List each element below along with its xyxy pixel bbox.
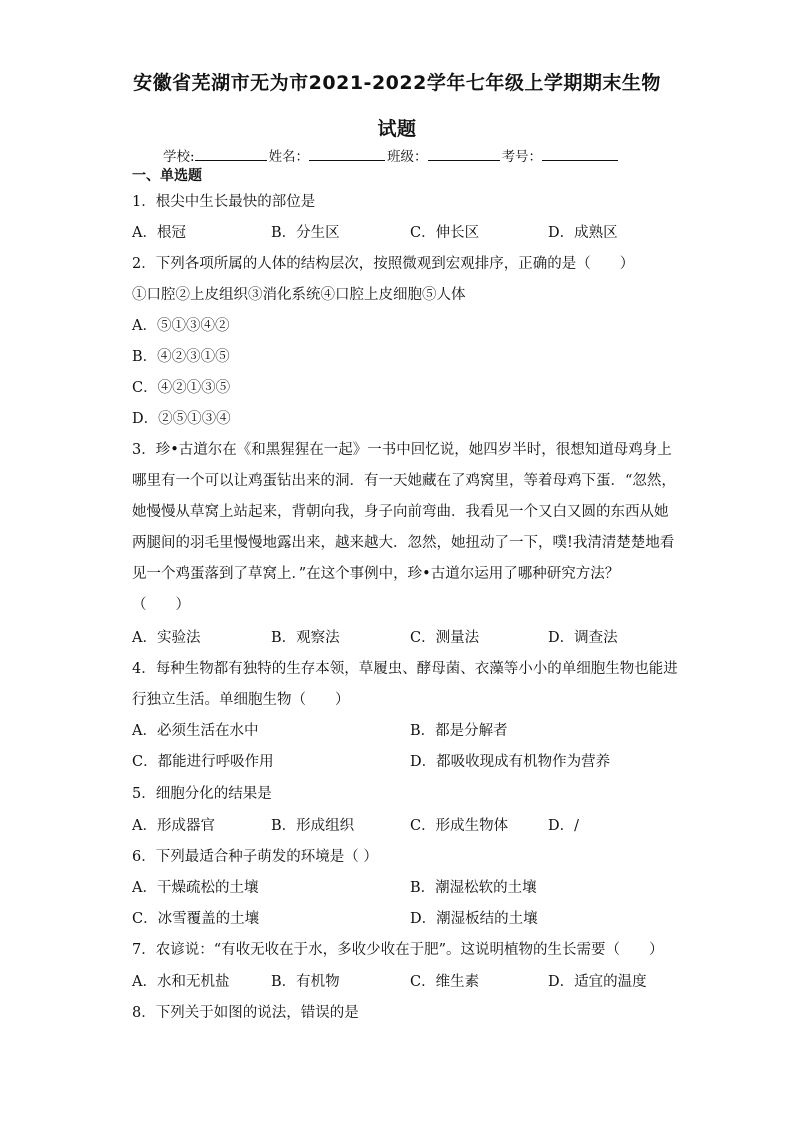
q5-option-b: B．形成组织: [271, 818, 355, 834]
q4-option-a: A．必须生活在水中: [132, 723, 259, 739]
question-3-line5: 见一个鸡蛋落到了草窝上．”在这个事例中，珍•古道尔运用了哪种研究方法？: [132, 566, 620, 582]
name-label: 姓名：: [268, 149, 310, 165]
question-4-line2: 行独立生活。单细胞生物（ ）: [132, 692, 350, 708]
q1-option-b: B．分生区: [271, 225, 340, 241]
q5-option-c: C．形成生物体: [410, 818, 509, 834]
question-3-line2: 哪里有一个可以让鸡蛋钻出来的洞．有一天她藏在了鸡窝里，等着母鸡下蛋．“忽然，: [132, 473, 676, 489]
q1-option-d: D．成熟区: [548, 225, 618, 241]
question-7-stem: 7．农谚说：“有收无收在于水，多收少收在于肥”。这说明植物的生长需要（ ）: [132, 942, 664, 958]
class-label: 班级：: [387, 149, 428, 165]
q5-option-d: D．/: [548, 818, 580, 834]
q7-option-b: B．有机物: [271, 974, 340, 990]
q6-option-b: B．潮湿松软的土壤: [410, 880, 537, 896]
q6-option-c: C．冰雪覆盖的土壤: [132, 911, 260, 927]
q2-option-c: C．④②①③⑤: [132, 380, 231, 396]
q7-option-d: D．适宜的温度: [548, 974, 647, 990]
q4-option-b: B．都是分解者: [410, 723, 508, 739]
q2-option-b: B．④②③①⑤: [132, 349, 230, 365]
exam-title-line2: 试题: [377, 118, 417, 140]
q7-option-a: A．水和无机盐: [132, 974, 230, 990]
q4-option-d: D．都吸收现成有机物作为营养: [410, 754, 611, 770]
q2-option-d: D．②⑤①③④: [132, 411, 231, 427]
section-heading: 一、单选题: [132, 168, 202, 184]
q5-option-a: A．形成器官: [132, 818, 215, 834]
question-4-line1: 4．每种生物都有独特的生存本领，草履虫、酵母菌、衣藻等小小的单细胞生物也能进: [132, 661, 678, 677]
q3-option-d: D．调查法: [548, 630, 618, 646]
q3-option-a: A．实验法: [132, 630, 201, 646]
q1-option-c: C．伸长区: [410, 225, 480, 241]
q4-option-c: C．都能进行呼吸作用: [132, 754, 274, 770]
question-3-line3: 她慢慢从草窝上站起来，背朝向我，身子向前弯曲．我看见一个又白又圆的东西从她: [132, 504, 669, 520]
q1-option-a: A．根冠: [132, 225, 186, 241]
exam-title-line1: 安徽省芜湖市无为市2021-2022学年七年级上学期期末生物: [133, 72, 661, 94]
question-6-stem: 6．下列最适合种子萌发的环境是（ ）: [132, 849, 378, 865]
q2-option-a: A．⑤①③④②: [132, 318, 230, 334]
question-8-stem: 8．下列关于如图的说法，错误的是: [132, 1005, 359, 1021]
question-1-stem: 1．根尖中生长最快的部位是: [132, 194, 316, 210]
question-2-stem: 2．下列各项所属的人体的结构层次，按照微观到宏观排序，正确的是（ ）: [132, 256, 635, 272]
q6-option-d: D．潮湿板结的土壤: [410, 911, 538, 927]
school-label: 学校:: [163, 149, 195, 165]
q3-option-b: B．观察法: [271, 630, 340, 646]
class-blank[interactable]: [428, 146, 500, 161]
q6-option-a: A．干燥疏松的土壤: [132, 880, 259, 896]
number-label: 考号：: [501, 149, 543, 165]
student-info-row: [163, 145, 620, 165]
school-blank[interactable]: [195, 146, 267, 161]
question-3-paren: （ ）: [132, 597, 190, 613]
q7-option-c: C．维生素: [410, 974, 480, 990]
question-3-line4: 两腿间的羽毛里慢慢地露出来，越来越大．忽然，她扭动了一下，噗!我清清楚楚地看: [132, 535, 675, 551]
number-blank[interactable]: [542, 146, 618, 161]
question-3-line1: 3．珍•古道尔在《和黑猩猩在一起》一书中回忆说，她四岁半时，很想知道母鸡身上: [132, 442, 672, 458]
name-blank[interactable]: [309, 146, 385, 161]
q3-option-c: C．测量法: [410, 630, 480, 646]
question-2-items: ①口腔②上皮组织③消化系统④口腔上皮细胞⑤人体: [132, 287, 466, 303]
question-5-stem: 5．细胞分化的结果是: [132, 786, 272, 802]
